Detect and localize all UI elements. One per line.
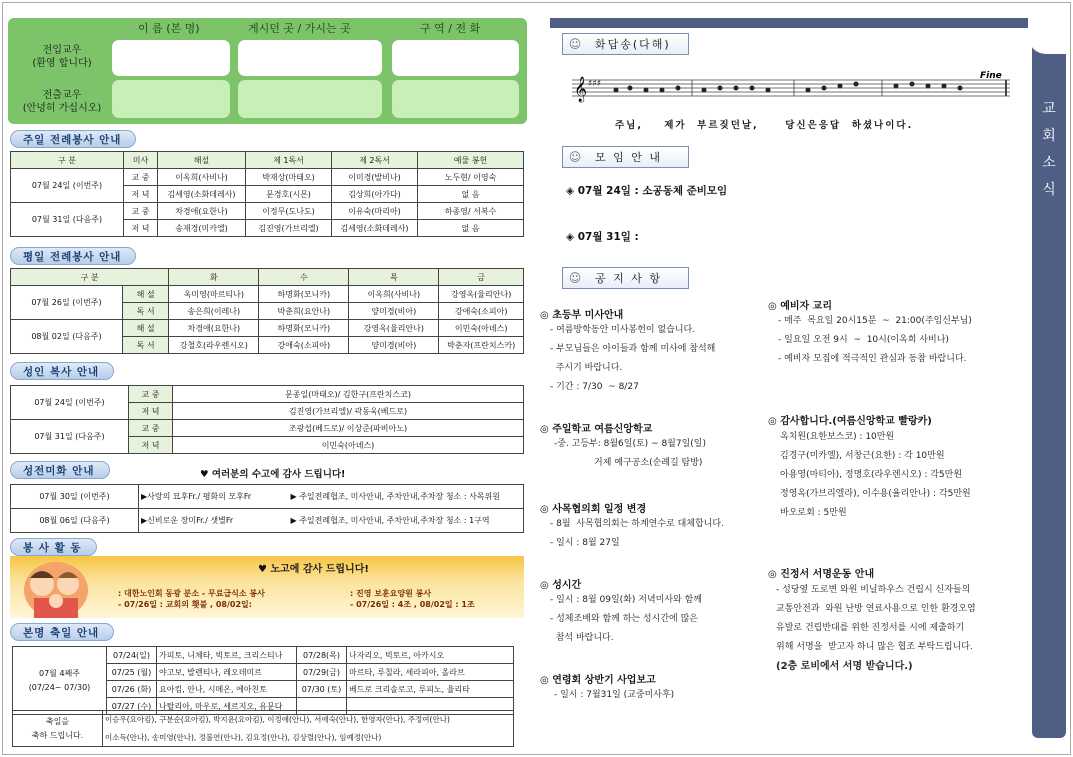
portrait-icon: ☺ bbox=[568, 150, 584, 164]
notice-l3-body: - 8월 사목협의회는 하계연수로 대체합니다. - 일시 : 8월 27일 bbox=[550, 519, 724, 548]
top-bar bbox=[550, 18, 1034, 28]
music-staff bbox=[572, 70, 1012, 106]
notice-heading: ☺ 공 지 사 항 bbox=[562, 267, 689, 289]
transfer-out-name-field[interactable] bbox=[112, 80, 230, 118]
meeting-heading: ☺ 모 임 안 내 bbox=[562, 146, 689, 168]
fine-label: Fine bbox=[980, 71, 1002, 81]
notice-r2-body: 옥치원(요한보스코) : 10만원 김경구(미카엘), 서창근(요한) : 각 10만원 아용영(마티아), 정명호(라우렌시오) : 각5만원 정영옥(가브리엘라), 이수용(율리안나) : 각5만원 바오로회 : 5만원 bbox=[780, 432, 971, 518]
notice-l4-body: - 일시 : 8월 09일(화) 저녁미사와 함께 - 성체조배와 함께 하는 성시간에 많은 참석 바랍니다. bbox=[550, 595, 702, 643]
notice-l1-title: ◎ 초등부 미사안내 bbox=[540, 310, 624, 321]
treble-clef-icon: 𝄞 bbox=[574, 77, 588, 102]
feast-table: 07월 4째주 (07/24~ 07/30) 07/24(일) 가피토, 니체타, 빅토르, 크리스티나 07/28(목) 나자리오, 빅토르, 아카시오 07/25 (월) 야고보, 발렌티나, 레오데미르 07/29(금) 마르타, 루칠라, 세라피아, 올라브 07/26 (화) 요아킴, 안나, 시메온, 에아친토 07/30 (토) 베드로 크리솔로고, 루피노, 율리타 07/27 (수) 나탈리아, 마우로, 세르지오, 유문다 bbox=[12, 646, 514, 715]
transfer-in-name-field[interactable] bbox=[112, 40, 230, 76]
notice-l2-title: ◎ 주일학교 여름신앙학교 bbox=[540, 424, 653, 435]
header-place: 게시던 곳 / 가시는 곳 bbox=[248, 22, 351, 35]
feast-names-table: 축일을 축하 드립니다. 이승우(요아킴), 구분순(요아킴), 박지윤(요아킴), 이정애(안나), 서애숙(안나), 한영자(안나), 주정여(안나) 이소득(안나), 송미영(안나), 정불연(안나), 김요정(안나), 김상렬(안나), 임예정(안나) bbox=[12, 710, 514, 747]
svg-text:♯♯♯: ♯♯♯ bbox=[588, 79, 602, 89]
notice-r2-title: ◎ 감사합니다.(여름신앙학교 빨랑카) bbox=[768, 416, 932, 427]
transfer-in-place-field[interactable] bbox=[238, 40, 382, 76]
response-lyrics: 주님, 제가 부르짖던날, 당신은응답 하셨나이다. bbox=[615, 120, 914, 131]
header-name: 이 름 (본 명) bbox=[138, 22, 200, 35]
beauty-table: 07월 30일 (이번주) ▶사랑의 묘후Fr./ 평화의 모후Fr ▶ 주일전례협조, 미사안내, 주차안내,주차장 청소 : 사목위원 08월 06일 (다음주) ▶신비로운 장미Fr./ 샛별Fr ▶ 주일전례협조, 미사안내, 주차안내,주차장 청소 : 1구역 bbox=[10, 484, 524, 533]
weekday-title: 평일 전례봉사 안내 bbox=[10, 247, 136, 265]
portrait-icon: ☺ bbox=[568, 271, 584, 285]
service-left: : 대한노인회 동광 분소 - 무료급식소 봉사 - 07/26일 : 교회의 횃불 , 08/02일: bbox=[118, 589, 265, 609]
service-right: : 진영 보훈요양원 봉사 - 07/26일 : 4조 , 08/02일 : 1조 bbox=[350, 589, 475, 609]
notice-l5-title: ◎ 연령회 상반기 사업보고 bbox=[540, 675, 656, 686]
transfer-out-label: 전출교우 (안녕히 가십시오) bbox=[22, 90, 102, 114]
family-illustration-icon bbox=[16, 556, 96, 618]
transfer-out-district-field[interactable] bbox=[392, 80, 519, 118]
notice-l1-body: - 여름방학동안 미사봉헌이 없습니다. - 부모님들은 아이들과 함께 미사에 참석해 주시기 바랍니다. - 기간 : 7/30 ~ 8/27 bbox=[550, 325, 716, 392]
transfer-in-district-field[interactable] bbox=[392, 40, 519, 76]
sunday-table: 구 분 미사 해설 제 1독서 제 2독서 예물 봉헌 07월 24일 (이번주) 교 중 이옥희(사비나) 박재상(마태오) 이미경(발비나) 노두현/ 이영숙 저 녁 김세영(소화데레사) 문경호(시몬) 김상희(아가다) 없 음 07월 31일 (다음주) 교 중 차경애(요한나) 이정무(도나도) 이유숙(마리아) 하종영/ 서복수 저 녁 송재경(미카엘) 김진영(가브리엘) 김세영(소화데레사) 없 음 bbox=[10, 151, 524, 237]
notice-r1-body: - 매주 목요일 20시15분 ~ 21:00(주임신부님) - 일요일 오전 9시 ~ 10시(이옥희 사비나) - 예비자 모집에 적극적인 관심과 동참 바랍니다. bbox=[778, 316, 972, 364]
beauty-title: 성전미화 안내 bbox=[10, 461, 110, 479]
meeting-item-2: ◈ 07월 31일 : bbox=[566, 231, 639, 243]
service-banner bbox=[10, 556, 524, 618]
portrait-icon: ☺ bbox=[568, 37, 584, 51]
side-title: 교 회 소 식 bbox=[1042, 101, 1056, 198]
notice-l3-title: ◎ 사목협의회 일정 변경 bbox=[540, 504, 647, 515]
transfer-panel bbox=[8, 18, 527, 124]
side-tab bbox=[1032, 18, 1066, 738]
transfer-out-place-field[interactable] bbox=[238, 80, 382, 118]
acolyte-table: 07월 24일 (이번주) 교 중 문종일(마태오)/ 김한구(프란치스코) 저 녁 김진영(가브리엘)/ 곽동욱(베드로) 07월 31일 (다음주) 교 중 조광섭(베드로)/ 이상준(파비아노) 저 녁 이민숙(아녜스) bbox=[10, 385, 524, 454]
notice-r1-title: ◎ 예비자 교리 bbox=[768, 301, 832, 312]
service-title: 봉 사 활 동 bbox=[10, 538, 97, 556]
service-thanks: ♥ 노고에 감사 드립니다! bbox=[258, 564, 369, 575]
notice-r3-body: - 성당옆 도로변 와원 비닐하우스 건립시 신자들의 교통안전과 와원 난방 연료사용으로 인한 환경오염 유발로 건립반대를 위한 진정서를 시에 제출하기 위해 서명을 받고자 하니 많은 협조 부탁드립니다. (2층 로비에서 서명 받습니다.) bbox=[776, 585, 976, 672]
beauty-thanks: ♥ 여러분의 수고에 감사 드립니다! bbox=[200, 469, 346, 480]
weekday-table: 구 분 화 수 목 금 07월 26일 (이번주) 해 설 옥미영(마르티나) 하명화(모니카) 이옥희(사비나) 강영옥(율리안나) 독 서 송은희(이레나) 박춘희(요안나) 양미경(비아) 강애숙(소피아) 08월 02일 (다음주) 해 설 차경애(요한나) 하명화(모니카) 강영옥(율리안나) 이민숙(아녜스) 독 서 강철호(라우렌시오) 강애숙(소피아) 양미경(비아) 박춘자(프란치스카) bbox=[10, 268, 524, 354]
notice-l4-title: ◎ 성시간 bbox=[540, 580, 582, 591]
transfer-in-label: 전입교우 (환영 합니다) bbox=[32, 45, 92, 69]
notice-r3-title: ◎ 진정서 서명운동 안내 bbox=[768, 569, 875, 580]
header-district: 구 역 / 전 화 bbox=[420, 22, 481, 35]
sunday-title: 주일 전례봉사 안내 bbox=[10, 130, 136, 148]
notice-l2-body: -중. 고등부: 8월6일(토) ~ 8월7일(일) 거제 예구공소(순례길 탐방) bbox=[554, 439, 707, 468]
response-heading: ☺ 화답송(다해) bbox=[562, 33, 689, 55]
notice-l5-body: - 일시 : 7월31일 (교중미사후) bbox=[554, 690, 675, 700]
acolyte-title: 성인 복사 안내 bbox=[10, 362, 114, 380]
feast-title: 본명 축일 안내 bbox=[10, 623, 114, 641]
meeting-item-1: ◈ 07월 24일 : 소공동체 준비모임 bbox=[566, 185, 728, 197]
